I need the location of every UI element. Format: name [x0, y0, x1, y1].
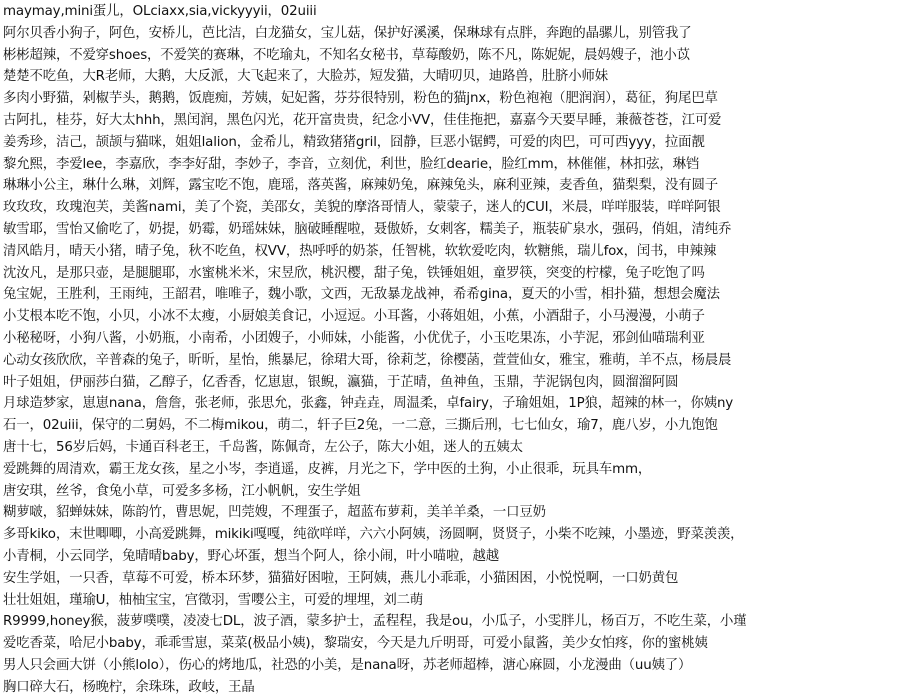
text-line-32: 胸口碎大石，杨晚柠，余珠珠，政岐，王晶	[3, 679, 255, 695]
text-line-16: 小秘秘呀，小狗八酱，小奶瓶，小南希，小团嫂子，小师妹，小能酱，小优优子，小玉吃果冻，小芋泥，邪剑仙喵瑞利亚	[3, 330, 705, 346]
text-line-21: 唐十七，56岁后妈，卡通百科老王，千岛酱，陈佩奇，左公子，陈大小姐，迷人的五姨太	[3, 439, 523, 455]
text-line-8: 黎允熙，李爱lee，李嘉欣，李李好甜，李妙子，李音，立刻优，利世，脸红dearie，脸红mm，林催催，林扣弦，琳铛	[3, 156, 700, 172]
text-line-9: 琳琳小公主，琳什么琳，刘辉，露宝吃不饱，鹿瑶，落英酱，麻辣奶兔，麻辣兔头，麻利亚辣，麦香鱼，猫梨梨，没有圆子	[3, 178, 718, 194]
text-line-26: 小青桐，小云同学，兔晴晴baby，野心坏蛋，想当个阿人，徐小闹，叶小喵啦，越越	[3, 548, 499, 564]
text-line-14: 兔宝妮，王胜利，王雨纯，王韶君，唯唯子，魏小歌，文西，无敌暴龙战神，希希gina，夏天的小雪，相扑猫，想想会魔法	[3, 287, 720, 303]
text-line-7: 姜秀珍，洁己，颉颉与猫咪，姐姐lalion，金希儿，精致猪猪gril，囧静，巨恶小锯鳄，可爱的肉巴，可可西yyy，拉面靓	[3, 134, 705, 150]
text-line-15: 小艾根本吃不饱，小贝，小冰不太瘦，小厨娘美食记，小逗逗。小耳酱，小蒋姐姐，小蕉，小酒甜子，小马漫漫，小萌子	[3, 309, 705, 325]
text-line-31: 男人只会画大饼（小熊lolo），伤心的烤地瓜，社恐的小美，是nana呀，苏老师超棒，溏心麻圆，小龙漫曲（uu姨了）	[3, 657, 692, 673]
text-line-30: 爱吃香菜，哈尼小baby，乖乖雪崽，菜菜(极品小姨)，黎瑞安，今天是九斤明哥，可爱小鼠酱，美少女怕疼，你的蜜桃姨	[3, 636, 708, 652]
text-line-18: 叶子姐姐，伊丽莎白猫，乙醇子，亿香香，忆崽崽，银鲵，瀛猫，于芷晴，鱼神鱼，玉鼎，芋泥锅包肉，圆溜溜阿圆	[3, 374, 679, 390]
text-line-11: 敏雪耶，雪怡又偷吃了，奶提，奶霉，奶瑶妹妹，脑破睡醒啦，聂傲娇，女刺客，糯美子，瓶装矿泉水，强码，俏姐，清纯乔	[3, 221, 732, 237]
text-line-2: 阿尔贝香小狗子，阿色，安桥儿，芭比洁，白龙猫女，宝儿菇，保护好溪溪，保琳球有点胖，奔跑的晶骡儿，别管我了	[3, 25, 692, 41]
text-line-12: 清风皓月，晴天小猪，晴子兔，秋不吃鱼，权VV，热呼呼的奶茶，任智桃，软软爱吃肉，软糖熊，瑞儿fox，闰书，申辣辣	[3, 243, 717, 259]
text-line-27: 安生学姐，一只香，草莓不可爱，桥本环梦，猫猫好困啦，王阿姨，燕儿小乖乖，小猫困困，小悦悦啊，一口奶黄包	[3, 570, 679, 586]
text-line-17: 心动女孩欣欣，辛普森的兔子，昕昕，星怡，熊暴尼，徐珺大哥，徐莉芝，徐樱菡，萱萱仙女，雅宝，雅萌，羊不点，杨晨晨	[3, 352, 732, 368]
text-line-13: 沈汝凡，是那只壶，是腿腿耶，水蜜桃米米，宋昱欣，桃沢樱，甜子兔，铁锤姐姐，童罗筷，突变的柠檬，兔子吃饱了吗	[3, 265, 705, 281]
text-line-24: 糊萝啵，貂蝉妹妹，陈韵竹，曹思妮，凹莞嫂，不理蛋子，超蓝布萝莉，美羊羊桑，一口豆奶	[3, 505, 546, 521]
text-line-4: 楚楚不吃鱼，大R老师，大鹅，大反派，大飞起来了，大脸苏，短发猫，大晴叨贝，迪路兽，肚脐小师妹	[3, 69, 608, 85]
text-line-25: 多哥kiko，末世唧唧，小高爱跳舞，mikiki嘎嘎，纯欲咩咩，六六小阿姨，汤圆啊，贤贤子，小柴不吃辣，小墨迹，野菜羡羡，	[3, 527, 744, 543]
text-line-1: maymay,mini蛋儿，OLciaxx,sia,vickyyyii，02uiii	[3, 4, 317, 19]
text-line-29: R9999,honey猴，菠萝噗噗，凌凌七DL，波子酒，蒙多护士，孟程程，我是ou，小瓜子，小雯胖儿，杨百万，不吃生菜，小瑾	[3, 614, 747, 630]
text-line-19: 月球造梦家，崽崽nana，詹詹，张老师，张思允，张鑫，钟垚垚，周温柔，卓fairy，子瑜姐姐，1P狼，超辣的林一，你姨ny	[3, 396, 734, 412]
text-line-28: 壮壮姐姐，瑾瑜U，柚柚宝宝，宫徵羽，雪嘤公主，可爱的埋埋，刘二萌	[3, 592, 424, 608]
text-line-23: 唐安琪，丝爷，食兔小草，可爱多多杨，江小帆帆，安生学姐	[3, 483, 361, 499]
text-line-6: 古阿扎，桂芬，好大太hhh，黑闰润，黑色闪光，花开富贵贵，纪念小VV，佳佳拖把，嘉嘉今天要早睡，兼薇苍苍，江可爱	[3, 112, 722, 128]
text-line-22: 爱跳舞的周清欢，霸王龙女孩，星之小岑，李逍遥，皮裤，月光之下，学中医的土狗，小止很乖，玩具车mm，	[3, 461, 652, 477]
text-line-5: 多肉小野猫，剁椒芋头，鹅鹅，饭鹿痴，芳姨，妃妃酱，芬芬很特别，粉色的猫jnx，粉色袍袍（肥润润），葛征，狗尾巴草	[3, 91, 718, 107]
text-line-10: 玫玫玫，玫瑰泡芙，美酱nami，美了个瓷，美邵女，美貌的摩洛哥情人，蒙蒙子，迷人的CUI，米晨，咩咩服装，咩咩阿银	[3, 200, 721, 216]
text-line-3: 彬彬超辣，不爱穿shoes，不爱笑的赛琳，不吃瑜丸，不知名女秘书，草莓酸奶，陈不凡，陈妮妮，晨妈嫂子，池小苡	[3, 47, 690, 63]
text-line-20: 石一，02uiii，保守的二舅妈，不二梅mikou，萌二，轩子巨2兔，一二意，三撕后刑，七七仙女，瑜7，鹿八岁，小九饱饱	[3, 418, 718, 434]
